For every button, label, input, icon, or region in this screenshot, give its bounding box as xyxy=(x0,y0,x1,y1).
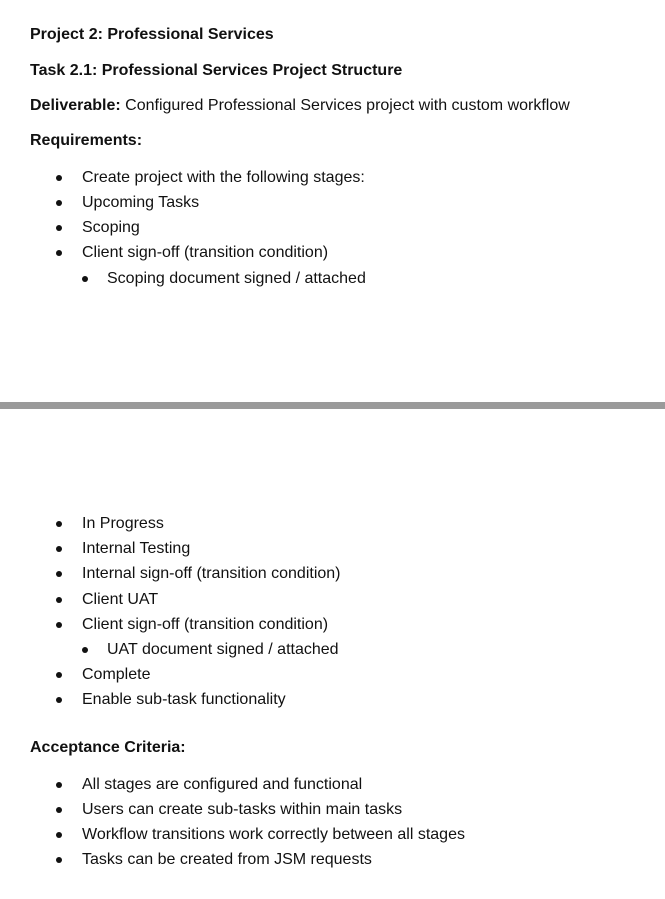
list-item-text: Create project with the following stages: xyxy=(82,169,365,186)
task-title: Task 2.1: Professional Services Project Structure xyxy=(30,62,403,79)
list-item-text: In Progress xyxy=(82,515,164,532)
sub-list-item-text: UAT document signed / attached xyxy=(107,641,339,658)
bullet-icon xyxy=(56,697,62,703)
requirements-heading: Requirements: xyxy=(30,132,143,149)
list-item-text: All stages are configured and functional xyxy=(82,776,363,793)
bullet-icon xyxy=(56,857,62,863)
bullet-icon xyxy=(56,200,62,206)
project-title: Project 2: Professional Services xyxy=(30,26,274,43)
bullet-icon xyxy=(56,521,62,527)
list-item-text: Workflow transitions work correctly between all stages xyxy=(82,826,465,843)
list-item-text: Internal Testing xyxy=(82,540,191,557)
deliverable-label: Deliverable: xyxy=(30,97,121,114)
list-item-text: Tasks can be created from JSM requests xyxy=(82,851,372,868)
list-item-text: Client sign-off (transition condition) xyxy=(82,244,329,261)
page-break-divider xyxy=(0,402,665,409)
bullet-icon xyxy=(56,571,62,577)
bullet-icon xyxy=(56,672,62,678)
list-item-text: Client UAT xyxy=(82,591,159,608)
bullet-icon xyxy=(82,647,88,653)
deliverable-text: Configured Professional Services project with custom workflow xyxy=(125,97,570,114)
list-item-text: Users can create sub-tasks within main tasks xyxy=(82,801,403,818)
list-item-text: Upcoming Tasks xyxy=(82,194,200,211)
acceptance-heading: Acceptance Criteria: xyxy=(30,739,186,756)
list-item-text: Complete xyxy=(82,666,151,683)
bullet-icon xyxy=(56,546,62,552)
bullet-icon xyxy=(56,225,62,231)
list-item-text: Scoping xyxy=(82,219,140,236)
sub-list-item-text: Scoping document signed / attached xyxy=(107,270,366,287)
bullet-icon xyxy=(56,782,62,788)
bullet-icon xyxy=(56,597,62,603)
bullet-icon xyxy=(56,832,62,838)
bullet-icon xyxy=(82,276,88,282)
bullet-icon xyxy=(56,807,62,813)
list-item-text: Enable sub-task functionality xyxy=(82,691,286,708)
deliverable-line xyxy=(30,96,570,116)
list-item-text: Internal sign-off (transition condition) xyxy=(82,565,341,582)
bullet-icon xyxy=(56,622,62,628)
list-item-text: Client sign-off (transition condition) xyxy=(82,616,329,633)
bullet-icon xyxy=(56,250,62,256)
bullet-icon xyxy=(56,175,62,181)
